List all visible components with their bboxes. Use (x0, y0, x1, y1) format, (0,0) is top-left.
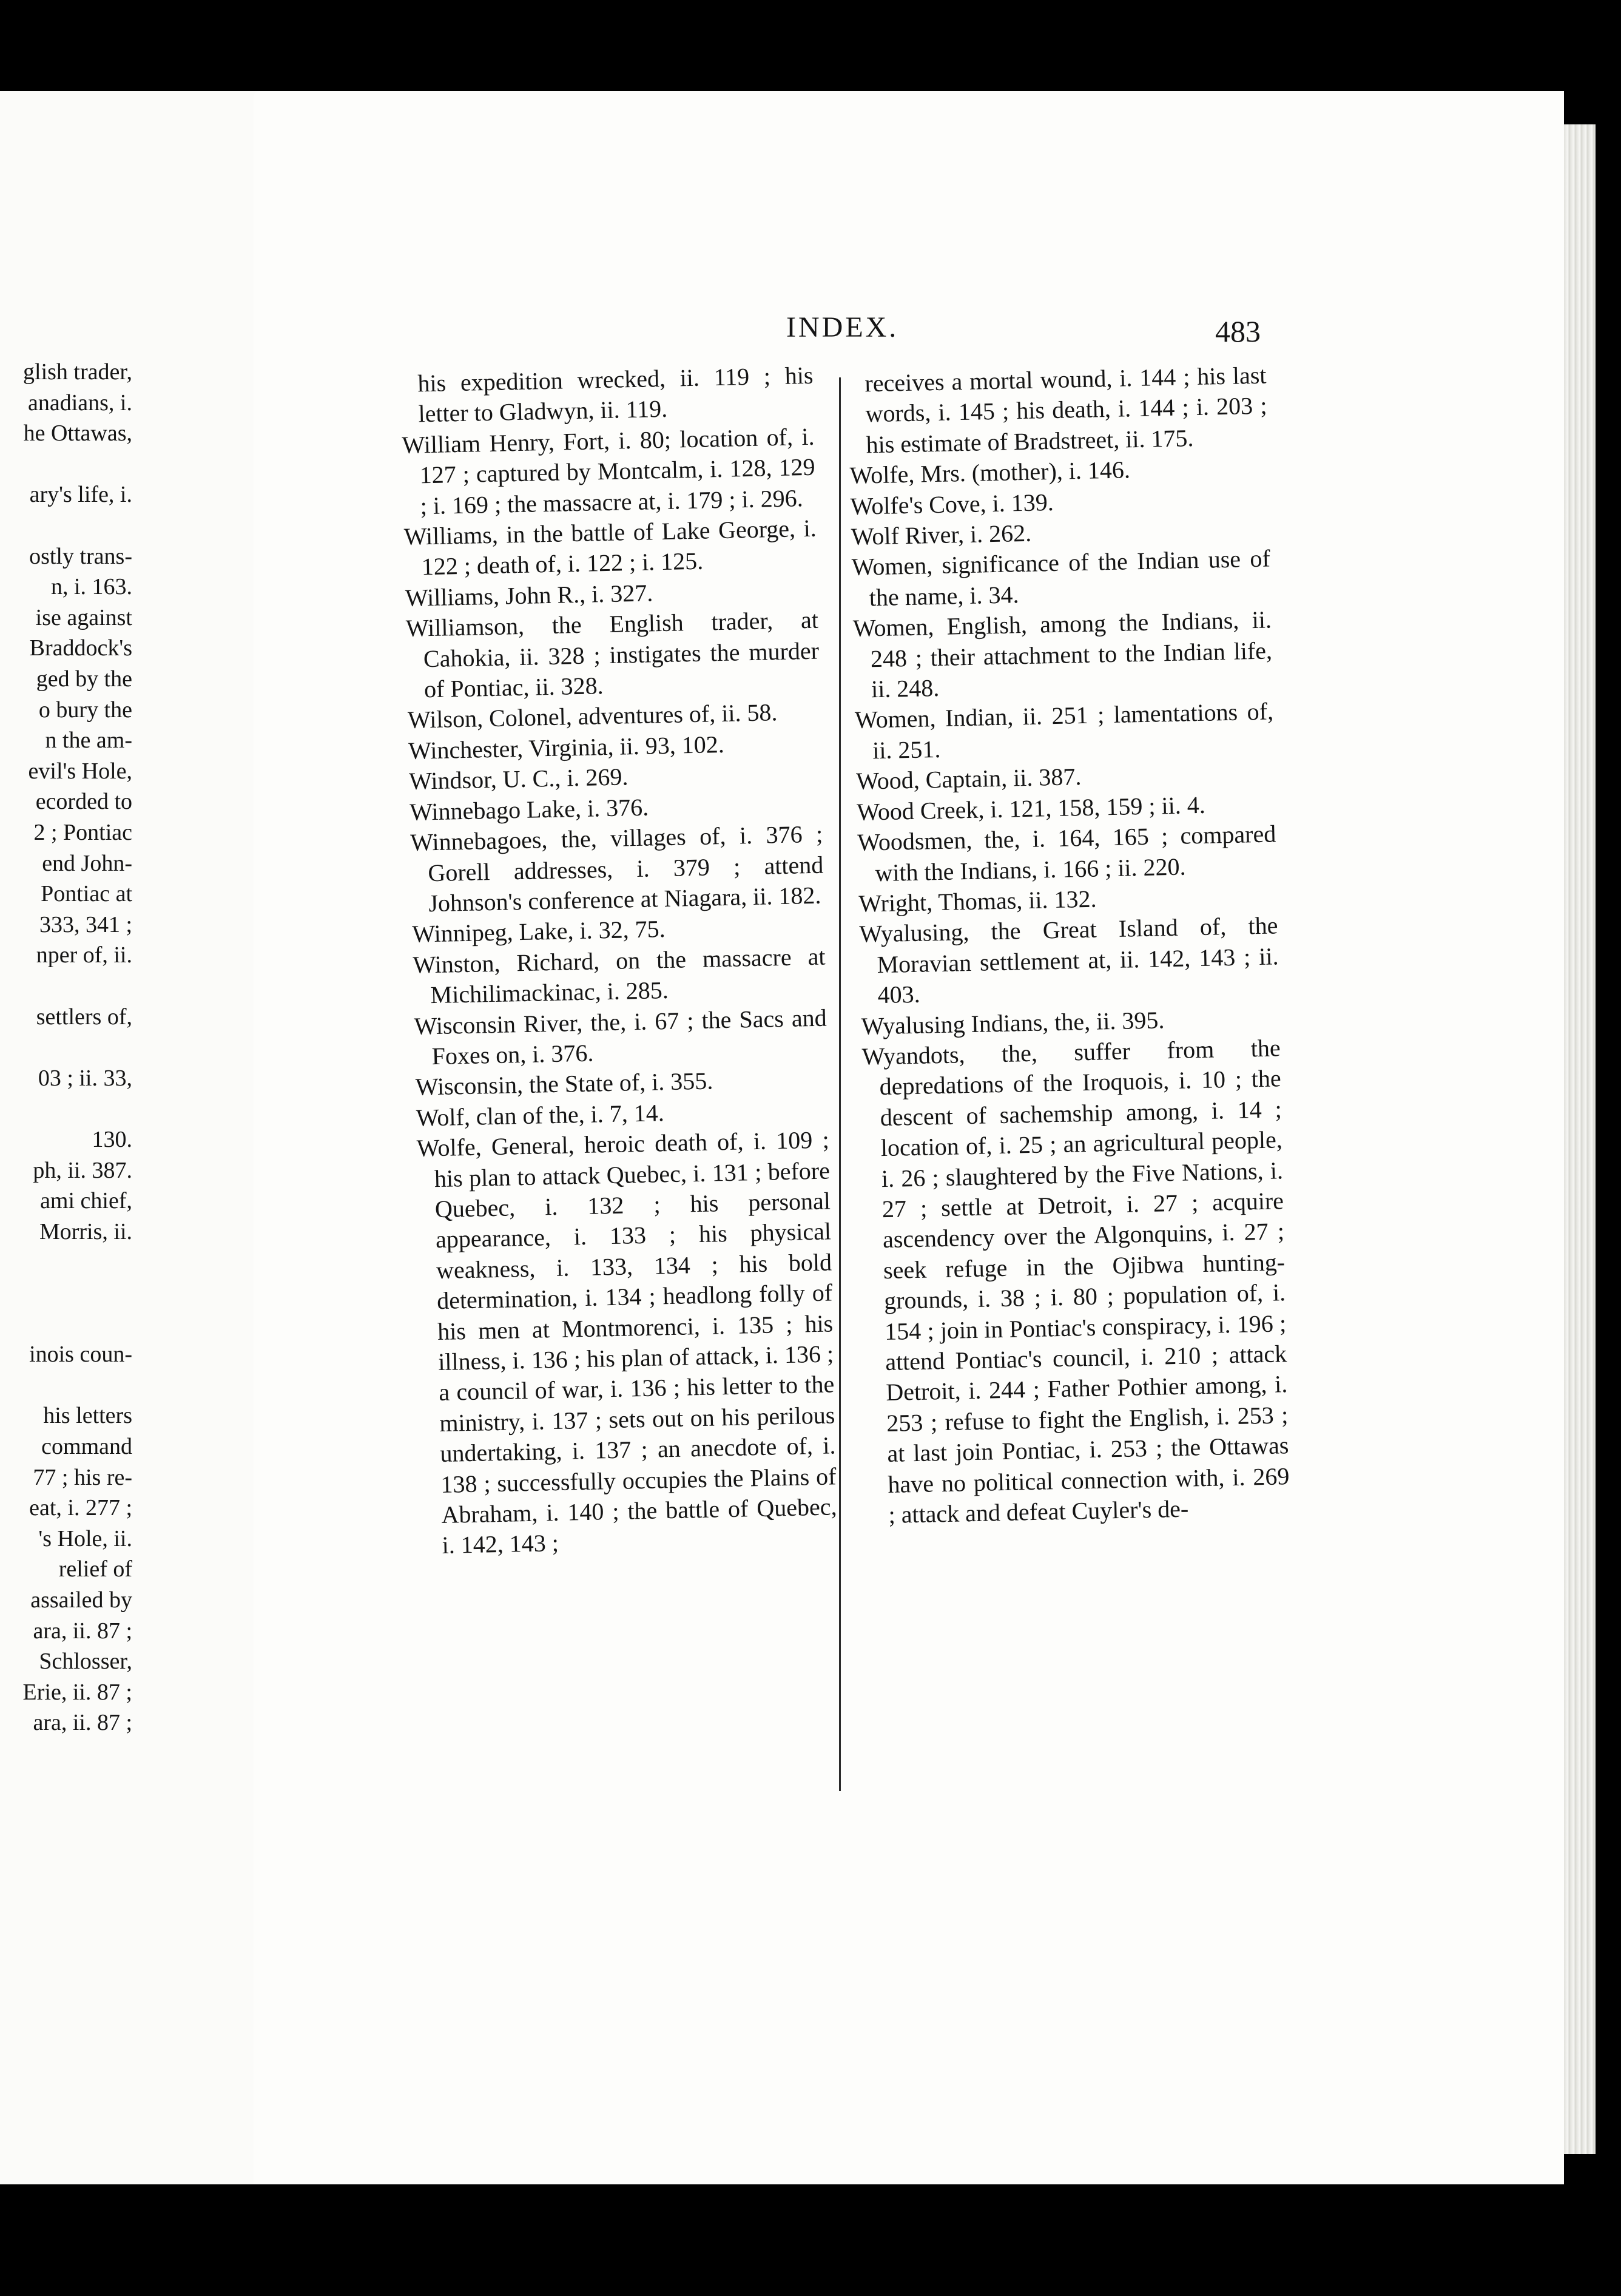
index-entry: Women, Indian, ii. 251 ; lamentations of, ii. 251. (854, 697, 1274, 765)
previous-page-line: glish trader, (23, 359, 132, 385)
previous-page-line: 77 ; his re- (33, 1464, 132, 1490)
previous-page-line: Pontiac at (41, 881, 132, 907)
index-entry: Wolfe's Cove, i. 139. (850, 488, 1054, 520)
column-divider (839, 377, 841, 1791)
running-title: INDEX. (786, 311, 899, 343)
index-entry: Wyalusing, the Great Island of, the Moravian settlement at, ii. 142, 143 ; ii. 403. (859, 911, 1279, 1009)
index-entry: Women, English, among the Indians, ii. 248 ; their attachment to the Indian life, ii. 248. (852, 606, 1273, 703)
index-entry: Wolf River, i. 262. (851, 519, 1032, 550)
index-column-left (400, 360, 838, 1562)
index-entry: Winchester, Virginia, ii. 93, 102. (408, 730, 725, 765)
previous-page-line: n the am- (45, 728, 132, 754)
previous-page-line: ecorded to (35, 789, 132, 815)
previous-page-line: anadians, i. (27, 390, 132, 416)
previous-page-line: evil's Hole, (28, 758, 132, 784)
index-entry: Williamson, the English trader, at Cahokia, ii. 328 ; instigates the murder of Pontiac, ii. 328. (405, 606, 820, 703)
index-entry: Wisconsin, the State of, i. 355. (415, 1067, 713, 1101)
index-entry: Wolf, clan of the, i. 7, 14. (416, 1098, 665, 1132)
previous-page-line: ara, ii. 87 ; (33, 1618, 132, 1644)
index-entry: Wright, Thomas, ii. 132. (858, 885, 1097, 917)
previous-page-line: command (41, 1434, 132, 1459)
index-entry: Winnebagoes, the, villages of, i. 376 ; Gorell addresses, i. 379 ; attend Johnson's conference at Niagara, ii. 182. (409, 820, 824, 917)
previous-page-line: 's Hole, ii. (38, 1525, 132, 1551)
previous-page-line: he Ottawas, (23, 420, 132, 447)
index-entry: Winnebago Lake, i. 376. (409, 793, 649, 826)
previous-page-line: eat, i. 277 ; (29, 1495, 132, 1521)
index-entry: Williams, John R., i. 327. (405, 579, 653, 612)
previous-page-line: 2 ; Pontiac (33, 820, 132, 845)
previous-page-line: settlers of, (36, 1004, 132, 1030)
index-entry: Wolfe, Mrs. (mother), i. 146. (849, 456, 1131, 490)
previous-page-line: ara, ii. 87 ; (33, 1710, 132, 1736)
previous-page-line: his letters (43, 1403, 132, 1429)
previous-page-line: o bury the (38, 697, 132, 723)
index-column-right (848, 360, 1290, 1531)
previous-page-line: Schlosser, (39, 1649, 132, 1675)
previous-page-line: n, i. 163. (50, 574, 132, 600)
previous-page-line: Morris, ii. (39, 1218, 132, 1244)
previous-page-line: Erie, ii. 87 ; (22, 1679, 132, 1705)
index-entry: William Henry, Fort, i. 80; location of, i. 127 ; captured by Montcalm, i. 128, 129 ; i. 169 ; the massacre at, i. 179 ; i. 296. (402, 422, 816, 519)
previous-page-line: end John- (42, 850, 132, 876)
index-entry: Wisconsin River, the, i. 67 ; the Sacs and Foxes on, i. 376. (414, 1004, 827, 1070)
index-entry: Wyandots, the, suffer from the depredations of the Iroquois, i. 10 ; the descent of sachemship among, i. 14 ; location of, i. 25 ; an agricultural people, i. 26 ; slaughtered by the Five Nations, i. 27 ; settle at Detroit, i. 27 ; acquire ascendency over the Algonquins, i. 27 ; seek refuge in the Ojibwa hunting-grounds, i. 38 ; i. 80 ; population of, i. 154 ; join in Pontiac's conspiracy, i. 196 ; attend Pontiac's council, i. 210 ; attack Detroit, i. 244 ; Father Pothier among, i. 253 ; refuse to fight the English, i. 253 ; at last join Pontiac, i. 253 ; the Ottawas have no political connection with, i. 269 ; attack and defeat Cuyler's de- (861, 1034, 1290, 1529)
previous-page-line: 03 ; ii. 33, (38, 1065, 132, 1091)
previous-page-line: ph, ii. 387. (33, 1157, 132, 1183)
index-entry: Wilson, Colonel, adventures of, ii. 58. (407, 698, 778, 734)
previous-page-line: nper of, ii. (36, 942, 132, 968)
previous-page-line: 130. (92, 1127, 132, 1152)
index-entry: Women, significance of the Indian use of the name, i. 34. (851, 544, 1271, 612)
previous-page-line: ami chief, (40, 1188, 132, 1214)
previous-page-line: ary's life, i. (29, 482, 132, 508)
previous-page-line: Braddock's (29, 635, 132, 661)
page-number: 483 (1215, 314, 1261, 348)
index-entry-continued: his expedition wrecked, ii. 119 ; his letter to Gladwyn, ii. 119. (417, 361, 814, 428)
index-entry: Woodsmen, the, i. 164, 165 ; compared with the Indians, i. 166 ; ii. 220. (857, 820, 1276, 886)
previous-page-line: 333, 341 ; (39, 911, 132, 937)
previous-page-line: ged by the (36, 666, 132, 692)
previous-page-line: assailed by (30, 1587, 132, 1613)
index-entry: Wood, Captain, ii. 387. (855, 763, 1082, 795)
previous-page-fragment (0, 91, 267, 2184)
previous-page-line: relief of (58, 1556, 132, 1582)
index-entry: Wood Creek, i. 121, 158, 159 ; ii. 4. (856, 791, 1206, 826)
previous-page-line: ise against (35, 604, 132, 630)
previous-page-line: ostly trans- (29, 543, 132, 569)
index-entry: Winston, Richard, on the massacre at Michilimackinac, i. 285. (413, 942, 826, 1009)
index-entry-continued: receives a mortal wound, i. 144 ; his last words, i. 145 ; his death, i. 144 ; i. 203 ; his estimate of Bradstreet, ii. 175. (864, 361, 1267, 459)
previous-page-line: inois coun- (29, 1342, 132, 1368)
index-entry: Winnipeg, Lake, i. 32, 75. (412, 915, 666, 948)
index-entry: Wolfe, General, heroic death of, i. 109 ; his plan to attack Quebec, i. 131 ; before Quebec, i. 132 ; his personal appearance, i. 133 ; his physical weakness, i. 133, 134 ; his bold determination, i. 134 ; headlong folly of his men at Montmorenci, i. 135 ; his illness, i. 136 ; his plan of attack, i. 136 ; a council of war, i. 136 ; his letter to the ministry, i. 137 ; sets out on his perilous undertaking, i. 137 ; an anecdote of, i. 138 ; successfully occupies the Plains of Abraham, i. 140 ; the battle of Quebec, i. 142, 143 ; (416, 1126, 837, 1559)
index-entry: Williams, in the battle of Lake George, i. 122 ; death of, i. 122 ; i. 125. (403, 514, 817, 581)
index-entry: Wyalusing Indians, the, ii. 395. (861, 1005, 1165, 1040)
index-entry: Windsor, U. C., i. 269. (408, 763, 629, 795)
